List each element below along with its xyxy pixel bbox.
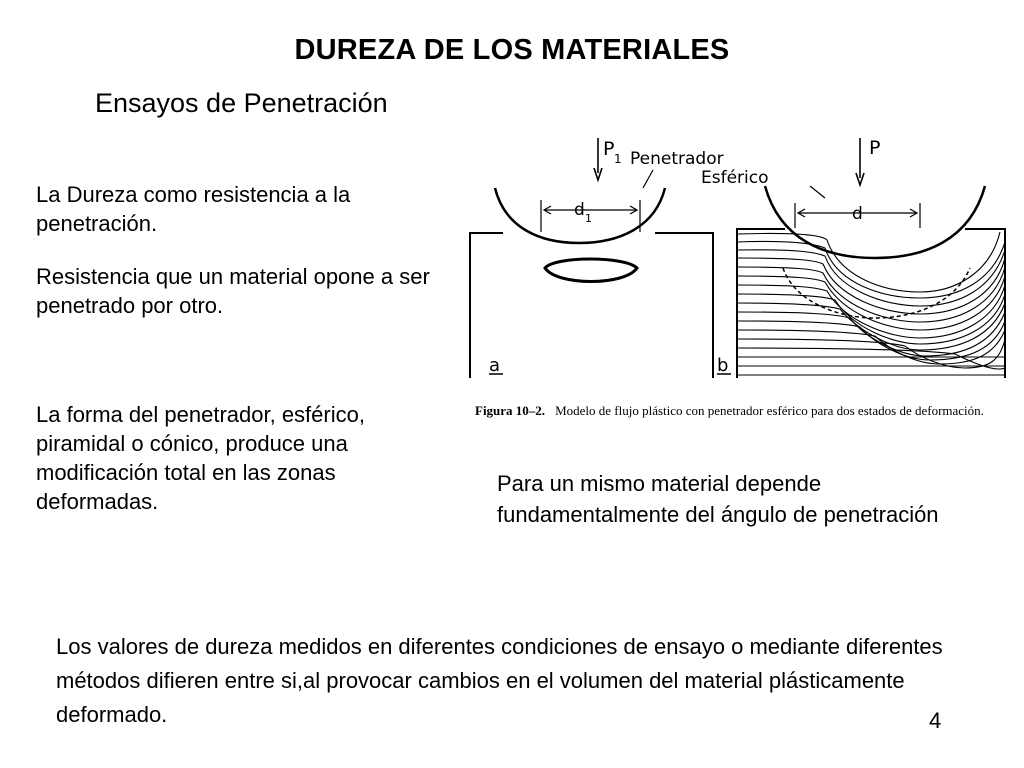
slide-title: DUREZA DE LOS MATERIALES [294, 34, 730, 66]
penetration-diagram [465, 128, 1015, 393]
figure-caption-number: Figura 10–2. [475, 403, 546, 418]
slide-subtitle: Ensayos de Penetración [95, 88, 388, 118]
label-d: d [852, 204, 863, 224]
label-esferico: Esférico [701, 168, 769, 188]
paragraph-resistencia: Resistencia que un material opone a ser penetrado por otro. [36, 264, 430, 318]
label-p1: P [603, 138, 615, 160]
paragraph-dureza: La Dureza como resistencia a la penetración. [36, 182, 351, 236]
label-d1-sub: 1 [585, 212, 592, 225]
paragraph-forma-penetrador: La forma del penetrador, esférico, piramidal o cónico, produce una modificación total en las zonas deformadas. [36, 402, 365, 514]
label-d1: d [574, 200, 585, 220]
panel-label-a: a [489, 355, 501, 376]
label-p: P [869, 137, 881, 159]
figure-caption-text: Modelo de flujo plástico con penetrador esférico para dos estados de deformación. [555, 403, 984, 418]
paragraph-valores-dureza: Los valores de dureza medidos en diferentes condiciones de ensayo o mediante diferentes métodos difieren entre si,al provocar cambios en el volumen del material plásticamente deformado. [56, 634, 943, 727]
label-penetrador: Penetrador [630, 149, 724, 169]
panel-a-drawing [470, 138, 713, 378]
panel-label-b: b [717, 355, 729, 376]
page-number: 4 [929, 708, 942, 733]
label-p1-sub: 1 [614, 152, 622, 166]
paragraph-angulo: Para un mismo material depende fundamentalmente del ángulo de penetración [497, 471, 939, 527]
figure-caption [475, 403, 1015, 418]
